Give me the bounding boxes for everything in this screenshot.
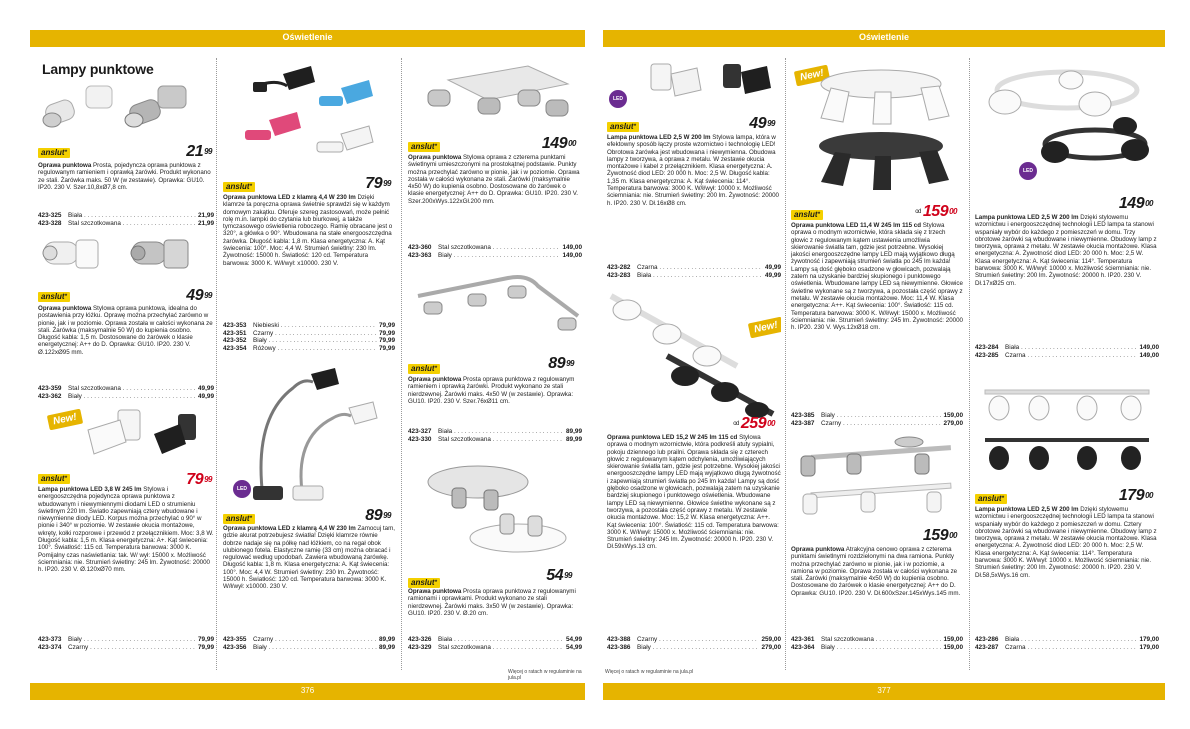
column-3	[408, 58, 582, 670]
column-divider	[785, 58, 786, 670]
price-tag: $49^{99}$	[186, 287, 212, 304]
product-image	[408, 60, 582, 134]
product-description: Lampa punktowa LED 3,8 W 245 lm Stylowa i energooszczędna pojedyncza oprawa punktowa z wbudowanym i niewymiennymi diodami LED o strumieniu świetlnym 220 lm. Światło zapewniają cztery wbudowane i niewymienne diody LED. Korpus można przechylać o 90° w pionie i 340° w poziomie. W zestawie okucia montażowe, wkręty, kołki rozporowe i przewód z przełącznikiem. Moc: 3,8 W. Długość kabla: 1,5 m. Klasa energetyczna: A+. Kąt świecenia: 100°. Światłość: 115 cd. Temperatura barwowa: 3000 K. Pomijalny czas naświetlania: tak. W/ wył: 15000 x. Możliwość ściemniania: nie. Strumień świetlny: 245 lm. Żywotność: 20000 h. IP20. 230 V. Ø.120xØ70 mm.	[38, 486, 214, 574]
sku-row: 423-326 Biała . . . 54,99	[408, 636, 582, 644]
sku-row: 423-325 Biała . . . 21,99	[38, 212, 214, 220]
product-description: Oprawa punktowa Prosta, pojedyncza oprawa punktowa z regulowanym ramieniem i oprawką żarówki. Produkt wykonano ze stali. Żarówka maks. 50 W (w zestawie). Oprawka: GU10. IP20. 230 V. Szer.10,8xØ7,8 cm.	[38, 162, 211, 191]
brand-badge: anslut *	[223, 182, 255, 192]
sku-list	[408, 428, 582, 443]
product-description: Oprawa punktowa LED 15,2 W 245 lm 115 cd Stylowa oprawa o modnym wzornictwie, która podkreśli atuty sypialni, pokoju dziennego lub prailni. Oprawa składa się z czterech głowic z regulowanym kątem odchylenia, umożliwiających skierowanie światła tam, gdzie jest potrzebne. Wysokiej jakości energooszczędne lampy LED mają wyjątkowo długą żywotność i zapewniają strumień światła po 245 lm każda! Lampy są dość głęboko osadzone w głowicach, pozwalają zatem na uzyskanie bardziej skupionego i punktowego oświetlenia. Wbudowane lampy LED są niewymienne. Głowice świetlne wykonane są z tworzywa, a pozostała część oprawy z metalu. W zestawie okucia montażowe. Moc: 15,2 W. Klasa energetyczna: A++. Kąt świecenia: 100°. Światłość: 115 cd. Temperatura barwowa: 3000 K. W/ł/wył: 15000 x. Możliwość ściemniania: nie. Strumień świetlny: 245 lm. Żywotność: 20000 h. IP20. 230 V. Dł.59xWys.13 cm.	[607, 434, 781, 551]
led-badge: LED	[1019, 162, 1037, 180]
sku-row: 423-287 Czarna . . . 179,00	[975, 644, 1159, 652]
footer-bar-left	[30, 683, 585, 700]
sku-list	[408, 636, 582, 651]
sku-row: 423-363 Biały . . . 149,00	[408, 252, 582, 260]
product-image	[38, 80, 214, 138]
sku-row: 423-329 Stal szczotkowana . . . 54,99	[408, 644, 582, 652]
product-description: Lampa punktowa LED 2,5 W 200 lm Dzięki stylowemu wzornictwu i energooszczędnej technologii LED lampa ta stanowi wspaniały wybór do każdego z pomieszczeń w domu. Cztery obrotowe żarówki są wbudowane i niewymienne. Obudowy lamp z tworzywa, oprawa z metalu. W zestawie okucia montażowe. Klasa energetyczna: A. Żywotność diod LED: 20 000 h. Moc: 2,5 W. Klasa energetyczna: A. Kąt świecenia: 114°. Temperatura barwowa: 3000 K. W/ł/wył: 10000 x. Możliwość ściemniania: nie. Strumień świetlny: 200 lm. Żywotność: 20000 h. IP20. 230 V. Dł.58,5xWys.16 cm.	[975, 506, 1157, 579]
section-title: Lampy punktowe	[42, 61, 154, 77]
sku-row: 423-328 Stal szczotkowana . . . 21,99	[38, 220, 214, 228]
brand-badge: anslut *	[223, 514, 255, 524]
sku-row: 423-388 Czarny . . . 259,00	[607, 636, 781, 644]
brand-badge: anslut *	[38, 474, 70, 484]
header-label: Oświetlenie	[282, 32, 333, 42]
sku-row: 423-330 Stal szczotkowana . . . 89,99	[408, 436, 582, 444]
price-tag: $79^{99}$	[186, 471, 212, 488]
brand-badge: anslut *	[408, 364, 440, 374]
product-image	[791, 62, 963, 204]
left-page	[30, 0, 585, 729]
sku-row: 423-362 Biały . . . 49,99	[38, 393, 214, 401]
sku-row: 423-374 Czarny . . . 79,99	[38, 644, 214, 652]
column-2	[223, 58, 395, 670]
sku-row: 423-386 Biały . . . 279,00	[607, 644, 781, 652]
column-4	[607, 58, 781, 670]
product-image	[223, 60, 395, 172]
led-badge: LED	[233, 480, 251, 498]
product-description: Oprawa punktowa LED z klamrą 4,4 W 230 lm Dzięki klamrze ta poręczna oprawa świetnie sprawdzi się w każdym domowym zakątku. Oferuje szereg zastosowań, może pełnić rolę m.in. lampki do czytania lub biurkowej, a także tymczasowego oświetlenia roboczego. Ramię obracane jest o 320°, a główka o 90°. Wbudowana na stałe energooszczędna żarówka. Długość kabla: 1,8 m. Klasa energetyczna: A. Kąt świecenia: 100°. Moc: 4,4 W. Strumień świetlny: 230 lm. Żywotność: 15000 h. Światłość: 120 cd. Temperatura barwowa: 3000 K. W/ł/wył: x10000. 230 V.	[223, 194, 393, 267]
new-badge: New!	[794, 65, 830, 87]
product-image	[627, 60, 777, 118]
sku-row: 423-373 Biały . . . 79,99	[38, 636, 214, 644]
price-tag: $149^{00}$	[1118, 195, 1153, 212]
column-1	[38, 58, 214, 670]
new-badge: New!	[748, 317, 781, 339]
product-description: Oprawa punktowa Stylowa oprawa z czterema punktami świetlnymi umieszczonymi na prostokątnej podstawie. Punkty można przechylać zarówno w pionie, jak i w poziomie. Oprawa została w całości wykonana ze stali. Żarówki (maksymalnie 4x50 W) do kupienia osobno. Dostosowane do żarówek o klasie energetycznej: A++ do D. Oprawka: GU10. IP20. 230 V. Szer.200xWys.122xGł.200 mm.	[408, 154, 580, 205]
sku-row: 423-354 Różowy . . . 79,99	[223, 345, 395, 353]
price-tag: $179^{00}$	[1118, 487, 1153, 504]
sku-row: 423-356 Biały . . . 89,99	[223, 644, 395, 652]
sku-row: 423-284 Biała . . . 149,00	[975, 344, 1159, 352]
led-badge: LED	[609, 90, 627, 108]
product-image	[38, 230, 214, 286]
footer-bar-right	[603, 683, 1165, 700]
column-divider	[216, 58, 217, 670]
sku-list	[607, 636, 781, 651]
product-image	[607, 286, 781, 422]
price-tag: od $159^{00}$	[915, 203, 957, 220]
product-description: Lampa punktowa LED 2,5 W 200 lm Dzięki stylowemu wzornictwu i energooszczędnej technologii LED lampa ta stanowi wspaniały wybór do każdego z pomieszczeń w domu. Trzy obrotowe żarówki są wbudowane i niewymienne. Obudowy lamp z tworzywa, oprawa z metalu. W zestawie okucia montażowe. Klasa energetyczna: A. Żywotność diod LED: 20 000 h. Moc: 2,5 W. Klasa energetyczna: A. Kąt świecenia: 114°. Temperatura barwowa: 3000 K. W/ł/wył: 10000 x. Możliwość ściemniania: nie. Strumień świetlny: 200 lm. Żywotność: 20000 h. IP20. 230 V. Dł.17xØ25 cm.	[975, 214, 1157, 287]
header-bar-left	[30, 30, 585, 47]
product-description: Oprawa punktowa Atrakcyjna cenowo oprawa z czterema punktami świetlnymi rozdzielonymi na dwa ramiona. Punkty można przechylać zarówno w pionie, jak i w poziomie, a ramiona w poziomie. Oprawa została w całości wykonana ze stali. Żarówki (maksymalnie 4x50 W) do kupienia osobno. Dostosowane do żarówek o klasie energetycznej: A++ do D. Oprawka: GU10. IP20. 230 V. Dł.600xSzer.145xWys.145 mm.	[791, 546, 961, 597]
product-image	[791, 432, 963, 524]
sku-row: 423-360 Stal szczotkowana . . . 149,00	[408, 244, 582, 252]
header-bar-right	[603, 30, 1165, 47]
sku-row: 423-352 Biały . . . 79,99	[223, 337, 395, 345]
sku-row: 423-364 Biały . . . 159,00	[791, 644, 963, 652]
price-tag: $54^{99}$	[546, 567, 572, 584]
sku-row: 423-283 Biała . . . 49,99	[607, 272, 781, 280]
product-description: Lampa punktowa LED 2,5 W 200 lm Stylowa lampa, która w efektowny sposób łączy proste wzornictwo i technologię LED! Obrotowa żarówka jest wbudowana i niewymienna. Obudowa lampy z tworzywa, a oprawa z metalu. W zestawie okucia montażowe i kabel z przełącznikiem. Klasa energetyczna: A. Żywotność diod LED: 20 000 h. Moc: 2,5 W. Długość kabla: 1,35 m. Klasa energetyczna: A. Kąt świecenia: 114°. Temperatura barwowa: 3000 K. W/ł/wył: 10000 x. Możliwość ściemniania: nie. Strumień świetlny: 200 lm. Żywotność: 20000 h. IP20. 230 V. Dł.16xØ8 cm.	[607, 134, 779, 207]
right-page	[603, 0, 1165, 729]
brand-badge: anslut *	[38, 292, 70, 302]
column-5	[791, 58, 963, 670]
sku-list	[975, 636, 1159, 651]
price-tag: $79^{99}$	[365, 175, 391, 192]
sku-list	[38, 385, 214, 400]
page-number: 376	[300, 686, 315, 695]
brand-badge: anslut *	[408, 578, 440, 588]
column-divider	[969, 58, 970, 670]
price-tag: od $259^{00}$	[733, 415, 775, 432]
sku-row: 423-286 Biała . . . 179,00	[975, 636, 1159, 644]
sku-list	[38, 636, 214, 651]
sku-row: 423-353 Niebieski . . . 79,99	[223, 322, 395, 330]
price-tag: $49^{99}$	[749, 115, 775, 132]
sku-list	[408, 244, 582, 259]
sku-list	[223, 322, 395, 352]
new-badge: New!	[47, 409, 83, 431]
price-tag: $89^{99}$	[548, 355, 574, 372]
brand-badge: anslut *	[607, 122, 639, 132]
sku-row: 423-351 Czarny . . . 79,99	[223, 330, 395, 338]
product-image	[408, 266, 582, 350]
brand-badge: anslut *	[38, 148, 70, 158]
brand-badge: anslut *	[975, 494, 1007, 504]
sku-row: 423-359 Stal szczotkowana . . . 49,99	[38, 385, 214, 393]
product-image	[975, 60, 1159, 180]
sku-list	[791, 412, 963, 427]
sku-list	[975, 344, 1159, 359]
column-6	[975, 58, 1159, 670]
page-number: 377	[877, 686, 891, 695]
brand-badge: anslut *	[408, 142, 440, 152]
price-tag: $149^{00}$	[541, 135, 576, 152]
product-image	[975, 364, 1159, 488]
sku-row: 423-327 Biała . . . 89,99	[408, 428, 582, 436]
column-divider	[401, 58, 402, 670]
price-tag: $89^{99}$	[365, 507, 391, 524]
product-description: Oprawa punktowa LED 11,4 W 245 lm 115 cd Stylowa oprawa o modnym wzornictwie, która składa się z trzech głowic z regulowanym kątem ustawienia umożliwia skierowanie światła tam, gdzie jest potrzebne. Wysokiej jakości energooszczędne lampy LED mają wyjątkowo długą żywotność i zapewniają strumień światła po 245 lm każda! Lampy są dość głęboko osadzone w głowicach, pozwalają zatem na uzyskanie bardziej skupionego i punktowego oświetlenia. Wbudowane lampy LED są niewymienne. Głowice świetlne wykonane są z tworzywa, a pozostała część oprawy z metalu. W zestawie okucia montażowe. Moc: 11,4 W. Klasa energetyczna: A++. Kąt świecenia: 100°. Światłość: 115 cd. Temperatura barwowa: 3000 K. W/ł/wył: 15000 x. Możliwość ściemniania: nie. Strumień świetlny: 245 lm. Żywotność: 20000 h. IP20. 230 V. Wys.12xØ18 cm.	[791, 222, 963, 332]
sku-row: 423-385 Biały . . . 159,00	[791, 412, 963, 420]
sku-list	[223, 636, 395, 651]
product-image	[408, 452, 582, 562]
sku-row: 423-355 Czarny . . . 89,99	[223, 636, 395, 644]
footnote: Więcej o ratach w regulaminie na jula.pl	[605, 669, 694, 675]
product-description: Oprawa punktowa Prosta oprawa punktowa z regulowanymi ramionami i oprawkami. Produkt wykonano ze stali nierdzewnej. Żarówki maks. 3x50 W (w zestawie). Oprawka: GU10. IP20. 230 V. Ø.20 cm.	[408, 588, 576, 617]
brand-badge: anslut *	[791, 210, 823, 220]
sku-row: 423-361 Stal szczotkowana . . . 159,00	[791, 636, 963, 644]
product-description: Oprawa punktowa LED z klamrą 4,4 W 230 lm Zamocuj tam, gdzie akurat potrzebujesz światła! Dzięki klamrze równie dobrze nadaje się na półkę nad łóżkiem, co na regał obok ulubionego fotela. Elastyczne ramię (33 cm) można obracać i regulować według upodobań. Zawiera wbudowaną żarówkę. Długość kabla: 1,8 m. Klasa energetyczna: A. Kąt świecenia: 100°. Moc: 4,4 W. Strumień świetlny: 230 lm. Żywotność: 15000 h. Światłość: 120 cd. Temperatura barwowa: 3000 K. W/ł/wył: x10000. 230 V.	[223, 525, 395, 591]
sku-list	[38, 212, 214, 227]
product-description: Oprawa punktowa Stylowa oprawa punktowa, idealna do postawienia przy łóżku. Oprawę można przechylać zarówno w pionie, jak i w poziomie. Oprawa została w całości wykonana ze stali. Żarówka (maksymalnie 50 W) do kupienia osobno. Długość kabla: 1,5 m. Dostosowane do żarówek o klasie energetycznej: A++ do D. Oprawka: GU10. IP20. 230 V. Ø.122xØ95 mm.	[38, 305, 213, 356]
sku-row: 423-387 Czarny . . . 279,00	[791, 420, 963, 428]
footnote: Więcej o ratach w regulaminie na jula.pl	[508, 669, 582, 681]
sku-row: 423-285 Czarna . . . 149,00	[975, 352, 1159, 360]
product-description: Oprawa punktowa Prosta oprawa punktowa z regulowanym ramieniem i oprawką żarówki. Produkt wykonano ze stali nierdzewnej. Żarówki maks. 4x50 W (w zestawie). Oprawka: GU10. IP20. 230 V. Szer.76xØ11 cm.	[408, 376, 575, 405]
sku-list	[791, 636, 963, 651]
header-label: Oświetlenie	[858, 32, 910, 42]
product-image	[68, 408, 214, 470]
sku-row: 423-282 Czarna . . . 49,99	[607, 264, 781, 272]
price-tag: $21^{99}$	[186, 143, 212, 160]
price-tag: $159^{00}$	[922, 527, 957, 544]
sku-list	[607, 264, 781, 279]
